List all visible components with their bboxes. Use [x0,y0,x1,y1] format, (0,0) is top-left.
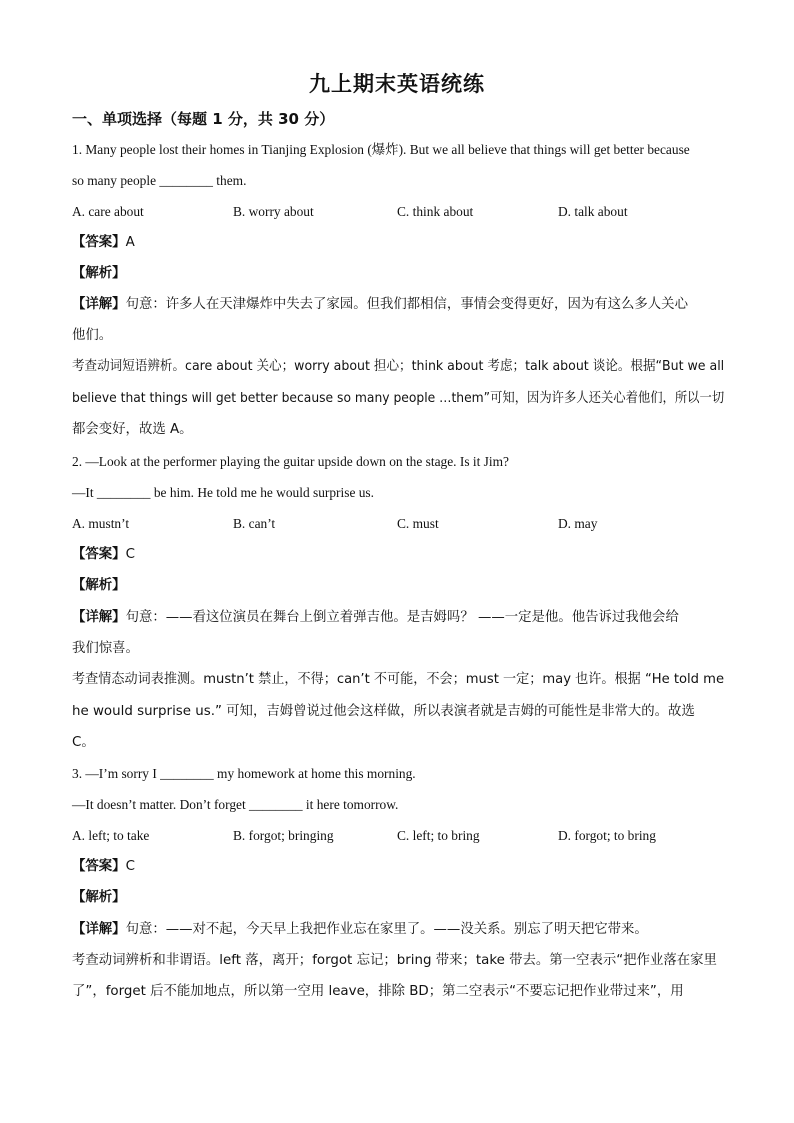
analysis-label: 【解析】 [72,266,126,281]
question-2-option-b: B. can’t [233,516,276,531]
question-1-explanation-line-3: 考查动词短语辨析。care about 关心；worry about 担心；think about 考虑；talk about 谈论。根据“But we all [72,359,725,374]
section-heading: 一、单项选择（每题 1 分，共 30 分） [72,110,335,128]
question-2-explanation-line-3: 考查情态动词表推测。mustn’t 禁止，不得；can’t 不可能，不会；must 一定；may 也许。根据 “He told me [72,672,725,687]
detail-label: 【详解】 [72,297,126,312]
question-3-option-d: D. forgot; to bring [558,828,656,843]
question-1-option-a: A. care about [72,204,144,219]
question-2-option-c: C. must [397,516,439,531]
answer-value: A [125,235,135,250]
answer-value: C [125,859,135,874]
question-2-option-d: D. may [558,516,598,531]
question-1-explanation-line-2: 他们。 [72,328,113,343]
question-1-explanation-line-4: believe that things will get better because so many people …them”可知，因为许多人还关心着他们，所以一切 [72,391,725,406]
question-1-option-d: D. talk about [558,204,628,219]
question-3-stem-line-2: —It doesn’t matter. Don’t forget ________ it here tomorrow. [72,797,399,812]
question-2-stem-line-2: —It ________ be him. He told me he would surprise us. [72,485,374,500]
explanation-text: 句意：许多人在天津爆炸中失去了家园。但我们都相信，事情会变得更好，因为有这么多人关心 [125,297,688,312]
question-1-explanation-line-1 [72,296,688,314]
detail-label: 【详解】 [72,922,126,937]
question-3-explanation-line-3: 了”，forget 后不能加地点，所以第一空用 leave，排除 BD；第二空表示“不要忘记把作业带过来”，用 [72,984,684,999]
question-2-analysis-label [72,577,126,595]
question-1-stem-line-2: so many people ________ them. [72,173,247,188]
question-2-explanation-line-4: he would surprise us.” 可知，吉姆曾说过他会这样做，所以表演者就是吉姆的可能性是非常大的。故选 [72,704,695,719]
question-2-option-a: A. mustn’t [72,516,130,531]
question-3-stem-line-1: 3. —I’m sorry I ________ my homework at home this morning. [72,766,416,781]
question-1-answer [72,234,135,252]
analysis-label: 【解析】 [72,578,126,593]
question-2-explanation-line-2: 我们惊喜。 [72,641,139,656]
question-3-option-c: C. left; to bring [397,828,480,843]
question-2-stem-line-1: 2. —Look at the performer playing the guitar upside down on the stage. Is it Jim? [72,454,509,469]
question-3-option-a: A. left; to take [72,828,150,843]
question-2-explanation-line-5: C。 [72,735,95,750]
question-1-option-c: C. think about [397,204,474,219]
question-3-explanation-line-1 [72,921,648,939]
question-3-explanation-line-2: 考查动词辨析和非谓语。left 落，离开；forgot 忘记；bring 带来；take 带去。第一空表示“把作业落在家里 [72,953,717,968]
answer-value: C [125,547,135,562]
question-1-analysis-label [72,265,126,283]
question-1-option-b: B. worry about [233,204,314,219]
question-3-option-b: B. forgot; bringing [233,828,334,843]
explanation-text: 句意：——对不起，今天早上我把作业忘在家里了。——没关系。别忘了明天把它带来。 [125,922,648,937]
question-2-explanation-line-1 [72,609,679,627]
question-3-analysis-label [72,889,126,907]
answer-label: 【答案】 [72,859,126,874]
question-2-answer [72,546,135,564]
question-1-stem-line-1: 1. Many people lost their homes in Tianjing Explosion (爆炸). But we all believe that things will get better because [72,142,690,157]
answer-label: 【答案】 [72,235,126,250]
detail-label: 【详解】 [72,610,126,625]
document-title: 九上期末英语统练 [309,71,485,96]
explanation-text: 句意：——看这位演员在舞台上倒立着弹吉他。是吉姆吗？ ——一定是他。他告诉过我他会给 [125,610,679,625]
question-3-answer [72,858,135,876]
analysis-label: 【解析】 [72,890,126,905]
question-1-explanation-line-5: 都会变好，故选 A。 [72,422,193,437]
answer-label: 【答案】 [72,547,126,562]
